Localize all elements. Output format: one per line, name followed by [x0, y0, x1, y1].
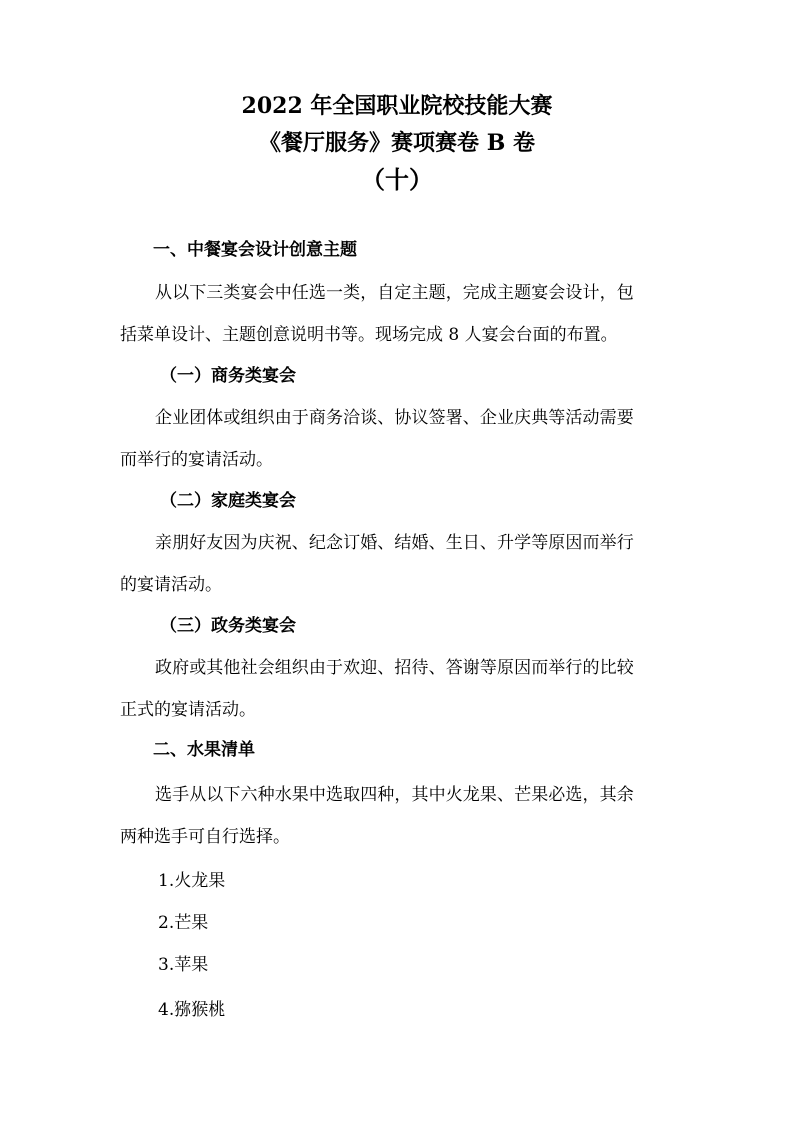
sub1-heading: （一）商务类宴会: [160, 366, 296, 386]
document-title-line2: 《餐厅服务》赛项赛卷 B 卷: [259, 130, 535, 156]
sub2-heading: （二）家庭类宴会: [160, 491, 296, 511]
fruit-list-item: 2.芒果: [158, 913, 209, 933]
fruit-list-item: 3.苹果: [158, 955, 209, 975]
sub1-line1: 企业团体或组织由于商务洽谈、协议签署、企业庆典等活动需要: [155, 408, 634, 428]
sub2-line2: 的宴请活动。: [120, 575, 222, 595]
document-title-line1: 2022 年全国职业院校技能大赛: [241, 93, 553, 119]
section2-paragraph-line1: 选手从以下六种水果中选取四种，其中火龙果、芒果必选，其余: [155, 785, 634, 805]
sub3-heading: （三）政务类宴会: [160, 616, 296, 636]
document-title-line3: （十）: [361, 165, 433, 194]
section1-paragraph-line2: 括菜单设计、主题创意说明书等。现场完成 8 人宴会台面的布置。: [120, 325, 618, 345]
section2-paragraph-line2: 两种选手可自行选择。: [120, 827, 290, 847]
section1-heading: 一、中餐宴会设计创意主题: [153, 240, 357, 260]
section2-heading: 二、水果清单: [153, 740, 255, 760]
section1-paragraph-line1: 从以下三类宴会中任选一类，自定主题，完成主题宴会设计，包: [155, 283, 634, 303]
sub3-line2: 正式的宴请活动。: [120, 700, 256, 720]
fruit-list-item: 1.火龙果: [158, 871, 226, 891]
fruit-list-item: 4.猕猴桃: [158, 1000, 226, 1020]
sub3-line1: 政府或其他社会组织由于欢迎、招待、答谢等原因而举行的比较: [155, 658, 634, 678]
sub1-line2: 而举行的宴请活动。: [120, 450, 273, 470]
sub2-line1: 亲朋好友因为庆祝、纪念订婚、结婚、生日、升学等原因而举行: [155, 533, 634, 553]
